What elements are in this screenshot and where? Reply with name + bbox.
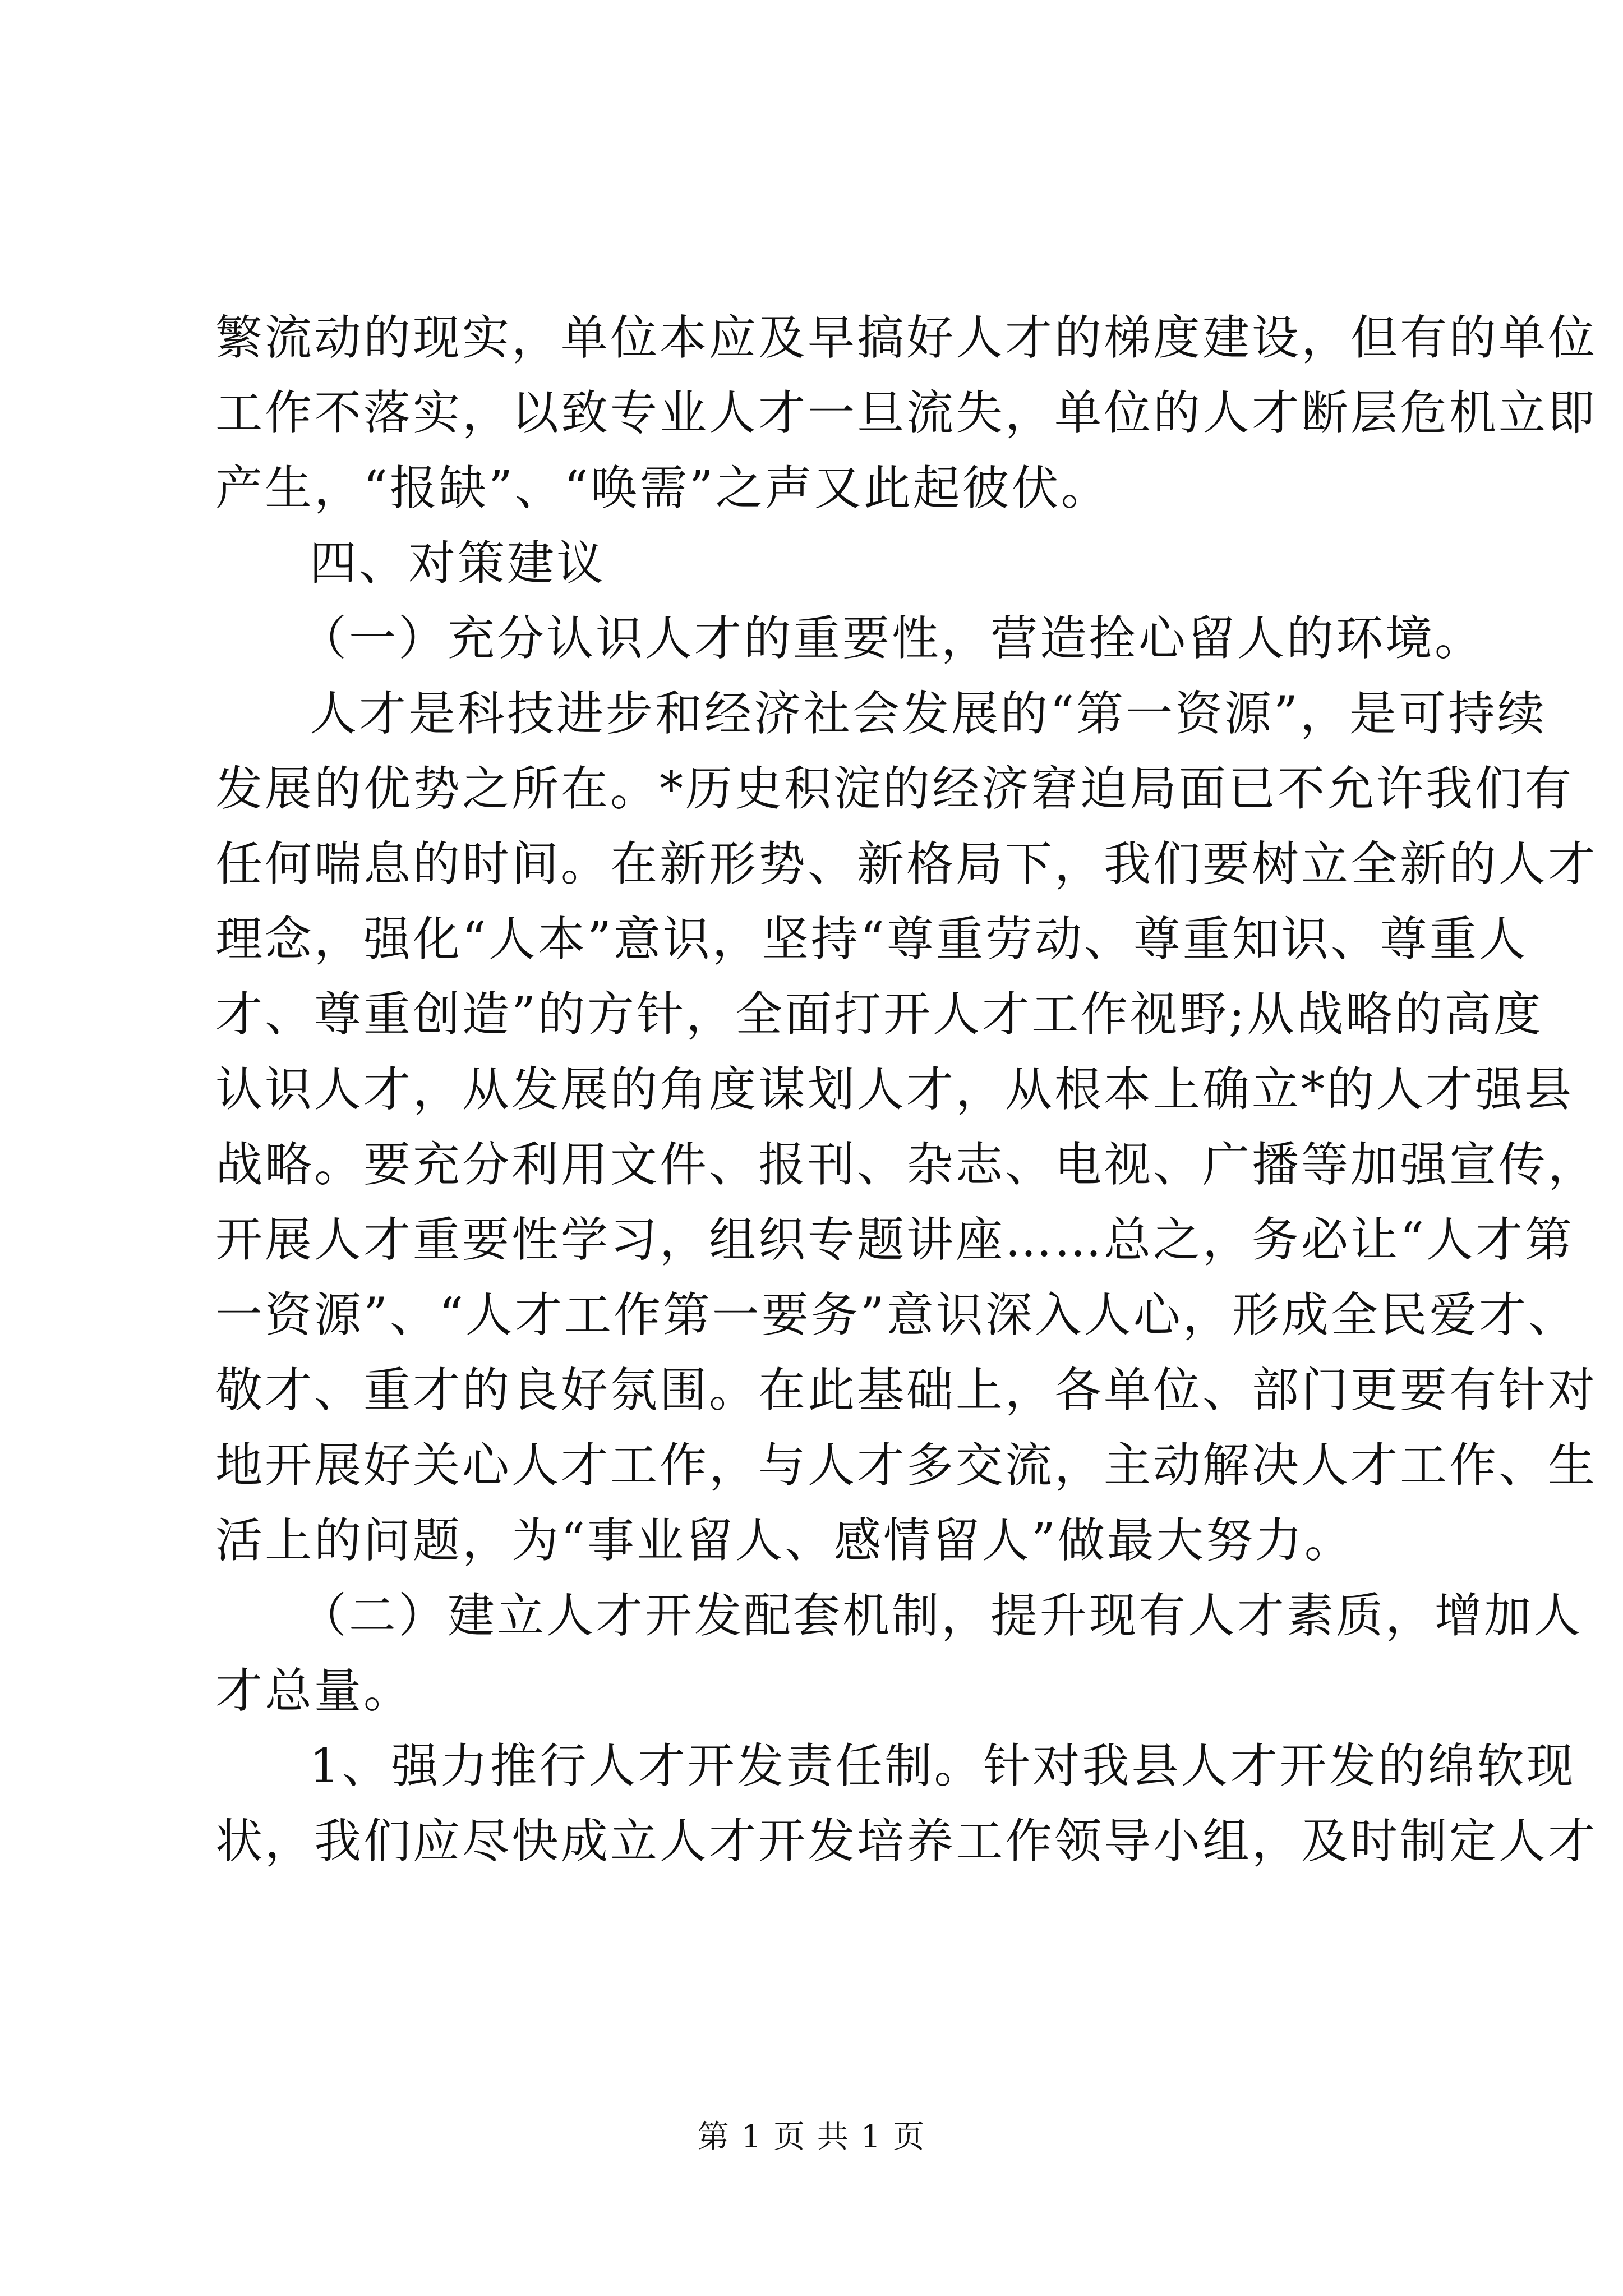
text-line: 状，我们应尽快成立人才开发培养工作领导小组，及时制定人才 [215,1814,1598,1869]
text-line: 敬才、重才的良好氛围。在此基础上，各单位、部门更要有针对 [215,1363,1598,1418]
text-line: 繁流动的现实，单位本应及早搞好人才的梯度建设，但有的单位 [215,310,1598,365]
text-line: 工作不落实，以致专业人才一旦流失，单位的人才断层危机立即 [215,385,1598,440]
text-line: 才总量。 [215,1663,413,1718]
text-line: 战略。要充分利用文件、报刊、杂志、电视、广播等加强宣传， [215,1137,1598,1192]
text-line: 一资源”、“人才工作第一要务”意识深入人心，形成全民爱才、 [215,1287,1578,1342]
text-line: 产生，“报缺”、“唤需”之声又此起彼伏。 [215,461,1110,516]
document-body [215,300,1598,1879]
text-line: 任何喘息的时间。在新形势、新格局下，我们要树立全新的人才 [215,836,1598,891]
text-line: 开展人才重要性学习，组织专题讲座……总之，务必让“人才第 [215,1212,1574,1267]
text-line: 活上的问题，为“事业留人、感情留人”做最大努力。 [215,1513,1354,1568]
text-line: 人才是科技进步和经济社会发展的“第一资源”，是可持续 [310,686,1547,741]
section-heading: 四、对策建议 [310,536,606,591]
subsection-heading: （二）建立人才开发配套机制，提升现有人才素质，增加人 [299,1588,1583,1643]
page-footer: 第 1 页 共 1 页 [697,2119,926,2155]
subsection-heading: （一）充分认识人才的重要性，营造拴心留人的环境。 [299,611,1484,666]
text-line: 才、尊重创造”的方针，全面打开人才工作视野;从战略的高度 [215,987,1543,1042]
text-line: 发展的优势之所在。*历史积淀的经济窘迫局面已不允许我们有 [215,761,1574,816]
text-line: 地开展好关心人才工作，与人才多交流，主动解决人才工作、生 [215,1438,1598,1493]
text-line: 认识人才，从发展的角度谋划人才，从根本上确立*的人才强县 [215,1062,1574,1117]
text-line: 1、强力推行人才开发责任制。针对我县人才开发的绵软现 [310,1738,1576,1793]
text-line: 理念，强化“人本”意识，坚持“尊重劳动、尊重知识、尊重人 [215,912,1528,967]
